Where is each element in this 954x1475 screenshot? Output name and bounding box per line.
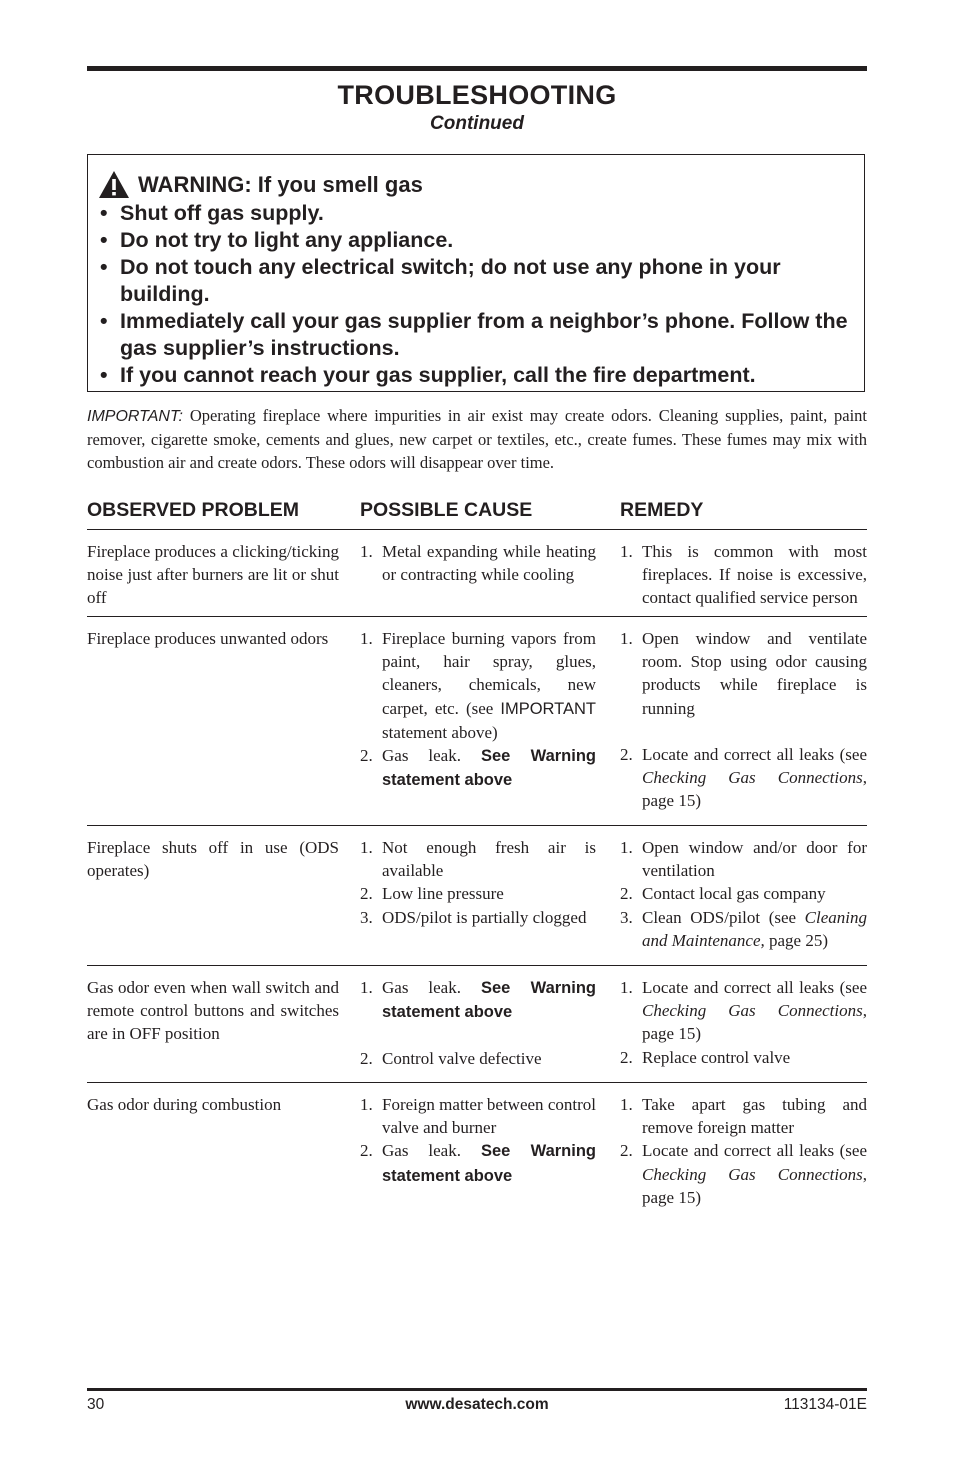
- table-row: [87, 530, 867, 617]
- cause-item: 1. Metal expanding while heating or contracting while cooling: [360, 540, 596, 586]
- document-number: 113134-01E: [783, 1396, 867, 1413]
- remedy-ref: Checking Gas Connections: [642, 768, 863, 788]
- cause-item: 1. Foreign matter between control valve and burner: [360, 1093, 596, 1139]
- cause-warning-ref: See Warning statement above: [382, 747, 596, 790]
- header-remedy: REMEDY: [620, 499, 704, 521]
- cause-text: Gas leak.: [382, 746, 461, 766]
- remedy-item: 1. This is common with most fireplaces. If noise is excessive, contact qualified service person: [620, 540, 867, 610]
- remedy-text: Clean ODS/pilot (see: [642, 907, 797, 927]
- troubleshooting-table: [87, 499, 867, 1223]
- table-row: [87, 826, 867, 966]
- warning-item: • Shut off gas supply.: [98, 200, 858, 227]
- warning-list: [98, 200, 858, 389]
- warning-heading-line: [98, 169, 423, 201]
- problem-cell: Gas odor during combustion: [87, 1095, 282, 1114]
- cause-text: Fireplace burning vapors from paint, hair spray, glues, cleaners, chemicals, new carpet, etc. (see: [382, 629, 596, 718]
- warning-triangle-icon: [98, 169, 130, 201]
- warning-item: • Do not try to light any appliance.: [98, 227, 858, 254]
- remedy-text: Locate and correct all leaks (see: [642, 744, 867, 764]
- remedy-item: 2. Replace control valve: [620, 1046, 867, 1069]
- remedy-ref: Cleaning and Maintenance,: [642, 907, 867, 950]
- cause-item: 2. Control valve defective: [360, 1047, 596, 1070]
- cause-cell: [360, 540, 596, 586]
- important-label: IMPORTANT:: [87, 408, 183, 425]
- cause-text: Gas leak.: [382, 978, 461, 997]
- cause-warning-ref: See Warning statement above: [382, 979, 596, 1022]
- cause-text: Gas leak.: [382, 1141, 461, 1161]
- remedy-cell: [620, 836, 867, 952]
- problem-cell: Fireplace produces unwanted odors: [87, 629, 329, 648]
- header-possible-cause: POSSIBLE CAUSE: [360, 499, 533, 521]
- remedy-text: page 25): [769, 930, 829, 950]
- remedy-cell: [620, 1093, 867, 1209]
- remedy-cell: [620, 976, 867, 1069]
- cause-item: [360, 744, 596, 792]
- page-title: TROUBLESHOOTING: [337, 80, 617, 110]
- warning-item: • Do not touch any electrical switch; do not use any phone in your building.: [98, 254, 858, 308]
- remedy-text: , page 15): [642, 1001, 867, 1044]
- problem-cell: Fireplace produces a clicking/ticking noise just after burners are lit or shut off: [87, 542, 339, 608]
- remedy-ref: Checking Gas Connections: [642, 1001, 863, 1021]
- page-number: 30: [87, 1396, 105, 1413]
- important-text: Operating fireplace where impurities in air exist may create odors. Cleaning supplies, paint, paint remover, cigarette smoke, cements and glues, new carpet or textiles, etc., create fumes. These fumes may mix with combustion air and create odors. These odors will disappear over time.: [87, 406, 867, 472]
- cause-item: 1. Not enough fresh air is available: [360, 836, 596, 882]
- cause-warning-ref: See Warning statement above: [382, 1142, 596, 1185]
- remedy-item: [620, 906, 867, 952]
- website-link[interactable]: www.desatech.com: [405, 1396, 549, 1413]
- bottom-rule: [87, 1388, 867, 1391]
- remedy-text: Locate and correct all leaks (see: [642, 978, 867, 997]
- table-row: [87, 617, 867, 826]
- remedy-cell: [620, 540, 867, 610]
- table-header: [87, 499, 867, 530]
- warning-heading: WARNING: If you smell gas: [138, 172, 423, 197]
- cause-item: [360, 627, 596, 744]
- remedy-item: 1. Open window and ventilate room. Stop using odor causing products while fireplace is running: [620, 627, 867, 720]
- important-note: [87, 404, 867, 474]
- header-observed-problem: OBSERVED PROBLEM: [87, 499, 300, 521]
- table-row: [87, 1083, 867, 1223]
- remedy-ref: Checking Gas Connections: [642, 1164, 863, 1184]
- cause-text: statement above): [382, 722, 498, 742]
- remedy-item: [620, 1139, 867, 1209]
- problem-cell: Gas odor even when wall switch and remote control buttons and switches are in OFF position: [87, 978, 339, 1044]
- remedy-text: Locate and correct all leaks (see: [642, 1141, 867, 1161]
- table-row: [87, 966, 867, 1083]
- remedy-item: 1. Open window and/or door for ventilation: [620, 836, 867, 882]
- page-subtitle: Continued: [430, 113, 524, 134]
- remedy-item: 1. Take apart gas tubing and remove foreign matter: [620, 1093, 867, 1139]
- remedy-item: [620, 743, 867, 813]
- top-rule: [87, 66, 867, 71]
- warning-item: • If you cannot reach your gas supplier, call the fire department.: [98, 362, 858, 389]
- cause-item: [360, 976, 596, 1024]
- cause-cell: [360, 976, 596, 1071]
- remedy-text: , page 15): [642, 1164, 867, 1207]
- problem-cell: Fireplace shuts off in use (ODS operates): [87, 838, 339, 881]
- cause-cell: [360, 1093, 596, 1188]
- cause-item: 2. Low line pressure: [360, 882, 596, 905]
- remedy-item: [620, 976, 867, 1046]
- cause-item: [360, 1139, 596, 1187]
- cause-ref: IMPORTANT: [500, 699, 597, 718]
- remedy-text: , page 15): [642, 768, 867, 811]
- cause-item: 3. ODS/pilot is partially clogged: [360, 906, 596, 929]
- cause-cell: [360, 836, 596, 929]
- cause-cell: [360, 627, 596, 792]
- warning-box: [87, 154, 865, 392]
- remedy-cell: [620, 627, 867, 812]
- warning-item: • Immediately call your gas supplier from a neighbor’s phone. Follow the gas supplier’s instructions.: [98, 308, 858, 362]
- remedy-item: 2. Contact local gas company: [620, 882, 867, 905]
